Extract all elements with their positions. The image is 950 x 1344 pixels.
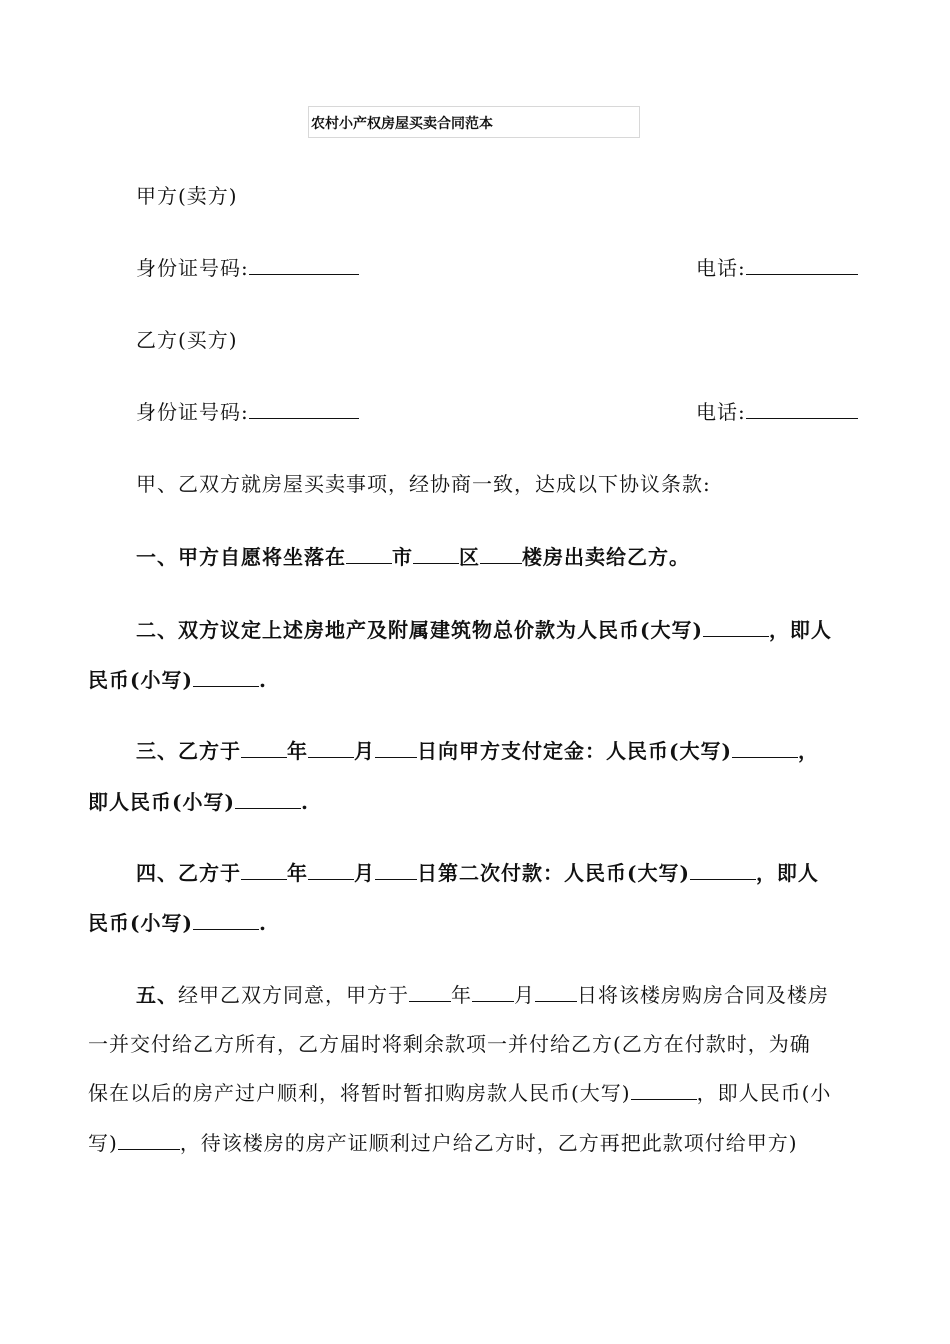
district-blank: [413, 545, 459, 564]
clause-2-upper-blank: [703, 618, 769, 637]
party-a-phone-blank: [746, 256, 858, 275]
party-b-id-row: [136, 396, 359, 425]
clause-4-day-blank: [375, 861, 417, 880]
document-title: 农村小产权房屋买卖合同范本: [311, 116, 493, 132]
clause-3-text-b: 年: [287, 739, 308, 763]
clause-2-line-1: [136, 614, 832, 643]
clause-5-text-line3a: 保在以后的房产过户顺利，将暂时暂扣购房款人民币(大写): [88, 1081, 631, 1105]
clause-5-line-3: [88, 1077, 831, 1106]
party-b-id-blank: [249, 400, 359, 419]
clause-2-text-a: 二、双方议定上述房地产及附属建筑物总价款为人民币(大写): [136, 618, 703, 642]
clause-5-line-4: [88, 1127, 798, 1156]
clause-2-line-2: [88, 664, 267, 693]
party-a-id-blank: [249, 256, 359, 275]
clause-4-text-b: 年: [287, 861, 308, 885]
clause-5-year-blank: [409, 983, 451, 1002]
party-a-phone-row: [696, 252, 858, 281]
clause-3-line-1: [136, 735, 819, 764]
party-a-phone-label: 电话:: [696, 256, 746, 280]
clause-5-text-e: 日将该楼房购房合同及楼房: [577, 983, 829, 1007]
clause-3-text-a: 三、乙方于: [136, 739, 241, 763]
clause-5-line-1: [136, 979, 829, 1008]
clause-5-day-blank: [535, 983, 577, 1002]
clause-3-line-2: [88, 786, 309, 815]
clause-4-text-g: .: [258, 911, 267, 935]
party-b-id-label: 身份证号码:: [136, 400, 249, 424]
clause-5-number: 五、: [136, 983, 178, 1007]
party-b-phone-label: 电话:: [696, 400, 746, 424]
party-a-label: 甲方(卖方): [136, 184, 238, 208]
clause-5-line-2: 一并交付给乙方所有，乙方届时将剩余款项一并付给乙方(乙方在付款时，为确: [88, 1032, 811, 1056]
clause-5-text-d: 月: [514, 983, 535, 1007]
clause-1-text-c: 区: [459, 545, 480, 569]
clause-5-upper-blank: [631, 1081, 697, 1100]
clause-5-text-line4b: ，待该楼房的房产证顺利过户给乙方时，乙方再把此款项付给甲方): [179, 1131, 798, 1155]
clause-2-lower-blank: [193, 668, 259, 687]
clause-3-lower-blank: [235, 790, 301, 809]
clause-4-text-a: 四、乙方于: [136, 861, 241, 885]
party-a-id-label: 身份证号码:: [136, 256, 249, 280]
party-a-id-row: [136, 252, 359, 281]
building-blank: [480, 545, 522, 564]
clause-2-text-b: ，即人: [768, 618, 832, 642]
clause-3-text-c: 月: [354, 739, 375, 763]
clause-3-text-f: 即人民币(小写): [88, 790, 235, 814]
clause-4-upper-blank: [690, 861, 756, 880]
clause-5-text-line4a: 写): [88, 1131, 118, 1155]
clause-4-text-c: 月: [354, 861, 375, 885]
clause-5-text-line3b: ，即人民币(小: [696, 1081, 832, 1105]
clause-3-day-blank: [375, 739, 417, 758]
clause-4-text-e: ，即人: [755, 861, 819, 885]
clause-5-text-c: 年: [451, 983, 472, 1007]
clause-5-text-b: 经甲乙双方同意，甲方于: [178, 983, 409, 1007]
clause-5-lower-blank: [118, 1131, 180, 1150]
clause-4-text-d: 日第二次付款：人民币(大写): [417, 861, 690, 885]
clause-5-month-blank: [472, 983, 514, 1002]
clause-3-upper-blank: [732, 739, 798, 758]
party-b-phone-row: [696, 396, 858, 425]
clause-4-lower-blank: [193, 911, 259, 930]
clause-3-year-blank: [241, 739, 287, 758]
clause-1-text-d: 楼房出卖给乙方。: [522, 545, 690, 569]
clause-4-month-blank: [308, 861, 354, 880]
clause-4-year-blank: [241, 861, 287, 880]
clause-4-line-2: [88, 907, 267, 936]
clause-1-text-b: 市: [392, 545, 413, 569]
clause-3-text-g: .: [300, 790, 309, 814]
party-b-phone-blank: [746, 400, 858, 419]
title-box: [308, 106, 640, 138]
clause-1-text-a: 一、甲方自愿将坐落在: [136, 545, 346, 569]
clause-3-text-e: ，: [797, 739, 819, 763]
clause-2-text-d: .: [258, 668, 267, 692]
city-blank: [346, 545, 392, 564]
party-b-label: 乙方(买方): [136, 328, 238, 352]
clause-4-line-1: [136, 857, 819, 886]
intro-text: 甲、乙双方就房屋买卖事项，经协商一致，达成以下协议条款:: [136, 472, 711, 496]
clause-2-text-c: 民币(小写): [88, 668, 193, 692]
clause-3-text-d: 日向甲方支付定金：人民币(大写): [417, 739, 732, 763]
clause-1: [136, 541, 690, 570]
clause-3-month-blank: [308, 739, 354, 758]
clause-4-text-f: 民币(小写): [88, 911, 193, 935]
